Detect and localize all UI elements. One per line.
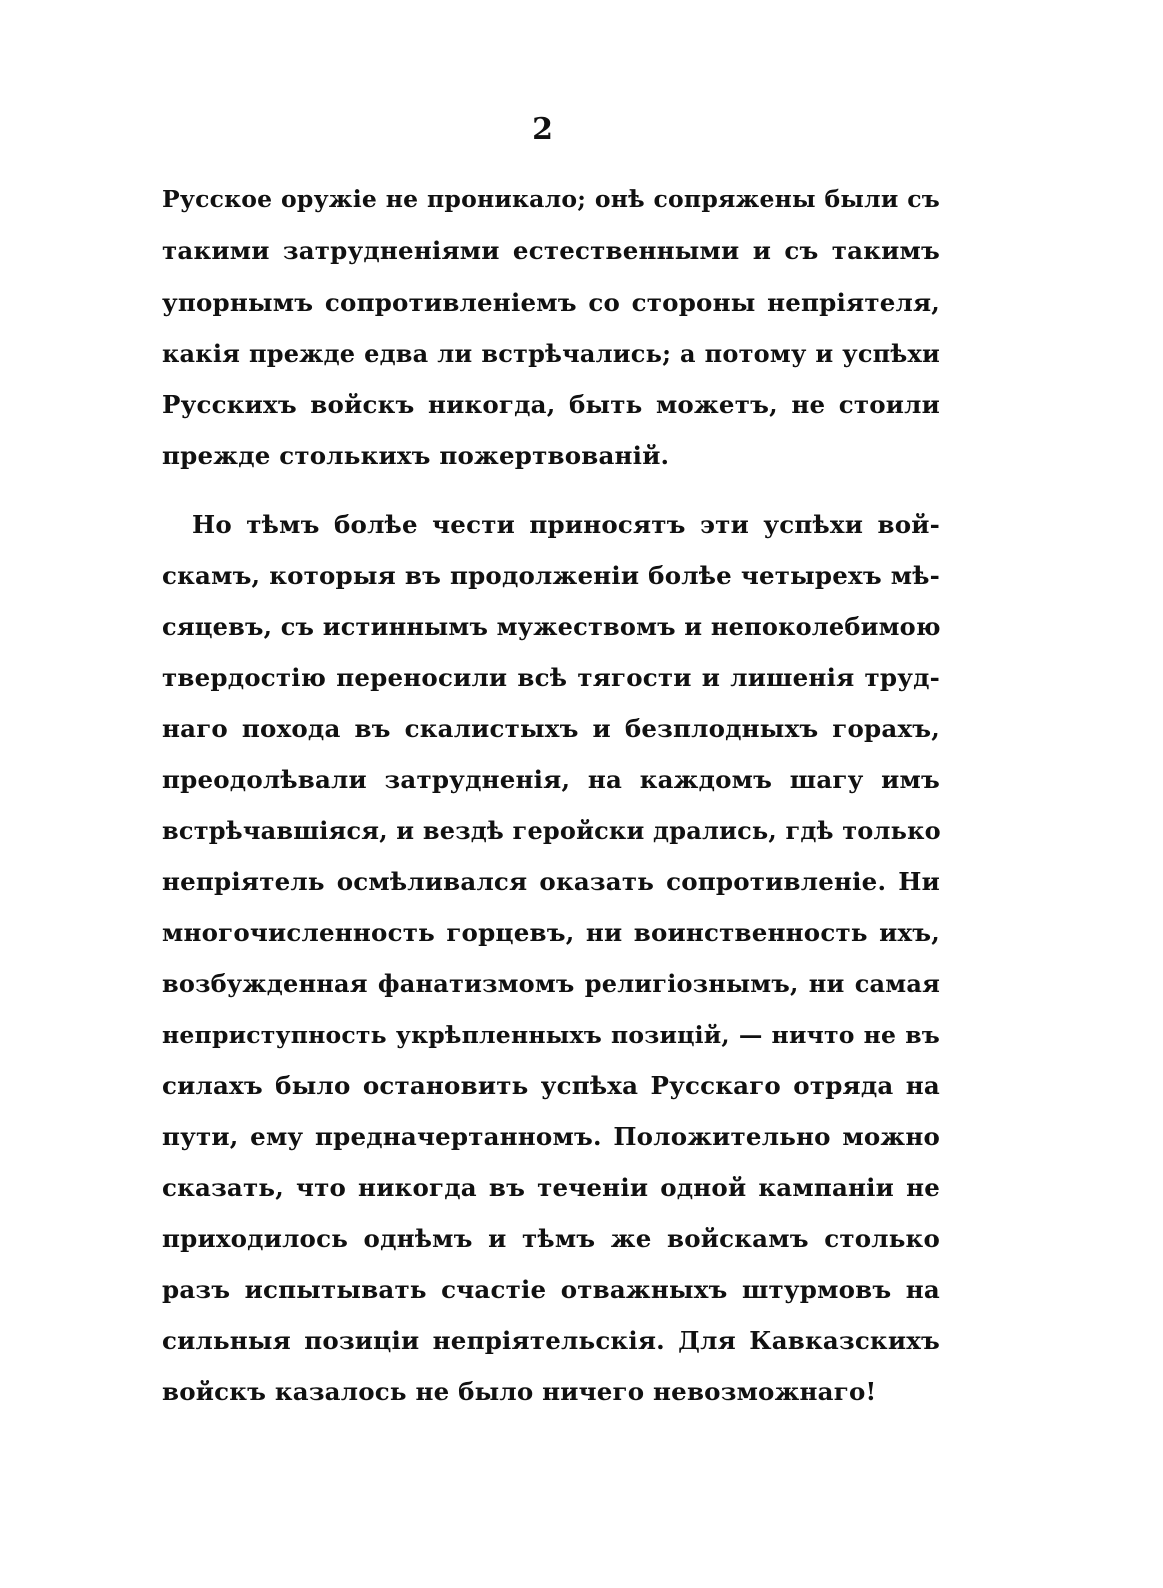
page-number: 2 (532, 112, 553, 147)
text-line: сяцевъ, съ истиннымъ мужествомъ и непоколебимою (162, 612, 941, 641)
text-line: какія прежде едва ли встрѣчались; а потому и успѣхи (162, 339, 940, 368)
text-line: возбужденная фанатизмомъ религіознымъ, ни самая (162, 969, 940, 998)
text-line: сильныя позиціи непріятельскія. Для Кавказскихъ (162, 1326, 940, 1355)
text-line: Но тѣмъ болѣе чести приносятъ эти успѣхи вой- (192, 510, 940, 539)
text-line: упорнымъ сопротивленіемъ со стороны непріятеля, (162, 288, 940, 317)
text-line: прежде столькихъ пожертвованій. (162, 441, 670, 470)
text-line: такими затрудненіями естественными и съ такимъ (162, 236, 940, 265)
text-line: пути, ему предначертанномъ. Положительно можно (162, 1122, 940, 1151)
text-line: встрѣчавшіяся, и вездѣ геройски дрались, гдѣ только (162, 816, 941, 845)
text-line: разъ испытывать счастіе отважныхъ штурмовъ на (162, 1275, 940, 1304)
text-line: Русское оружіе не проникало; онѣ сопряжены были съ (162, 185, 940, 213)
text-line: твердостію переносили всѣ тягости и лишенія труд- (162, 663, 940, 692)
text-line: непріятель осмѣливался оказать сопротивленіе. Ни (162, 867, 940, 896)
text-line: войскъ казалось не было ничего невозможнаго! (162, 1377, 877, 1406)
text-line: сказать, что никогда въ теченіи одной кампаніи не (162, 1173, 940, 1202)
text-line: многочисленность горцевъ, ни воинственность ихъ, (162, 918, 940, 947)
text-line: наго похода въ скалистыхъ и безплодныхъ горахъ, (162, 714, 940, 743)
text-line: неприступность укрѣпленныхъ позицій, — ничто не въ (162, 1021, 940, 1049)
text-line: скамъ, которыя въ продолженіи болѣе четырехъ мѣ- (162, 561, 940, 590)
text-line: Русскихъ войскъ никогда, быть можетъ, не стоили (162, 390, 940, 419)
text-line: преодолѣвали затрудненія, на каждомъ шагу имъ (162, 765, 940, 794)
text-line: приходилось однѣмъ и тѣмъ же войскамъ столько (162, 1224, 940, 1253)
text-line: силахъ было остановить успѣха Русскаго отряда на (162, 1071, 940, 1100)
